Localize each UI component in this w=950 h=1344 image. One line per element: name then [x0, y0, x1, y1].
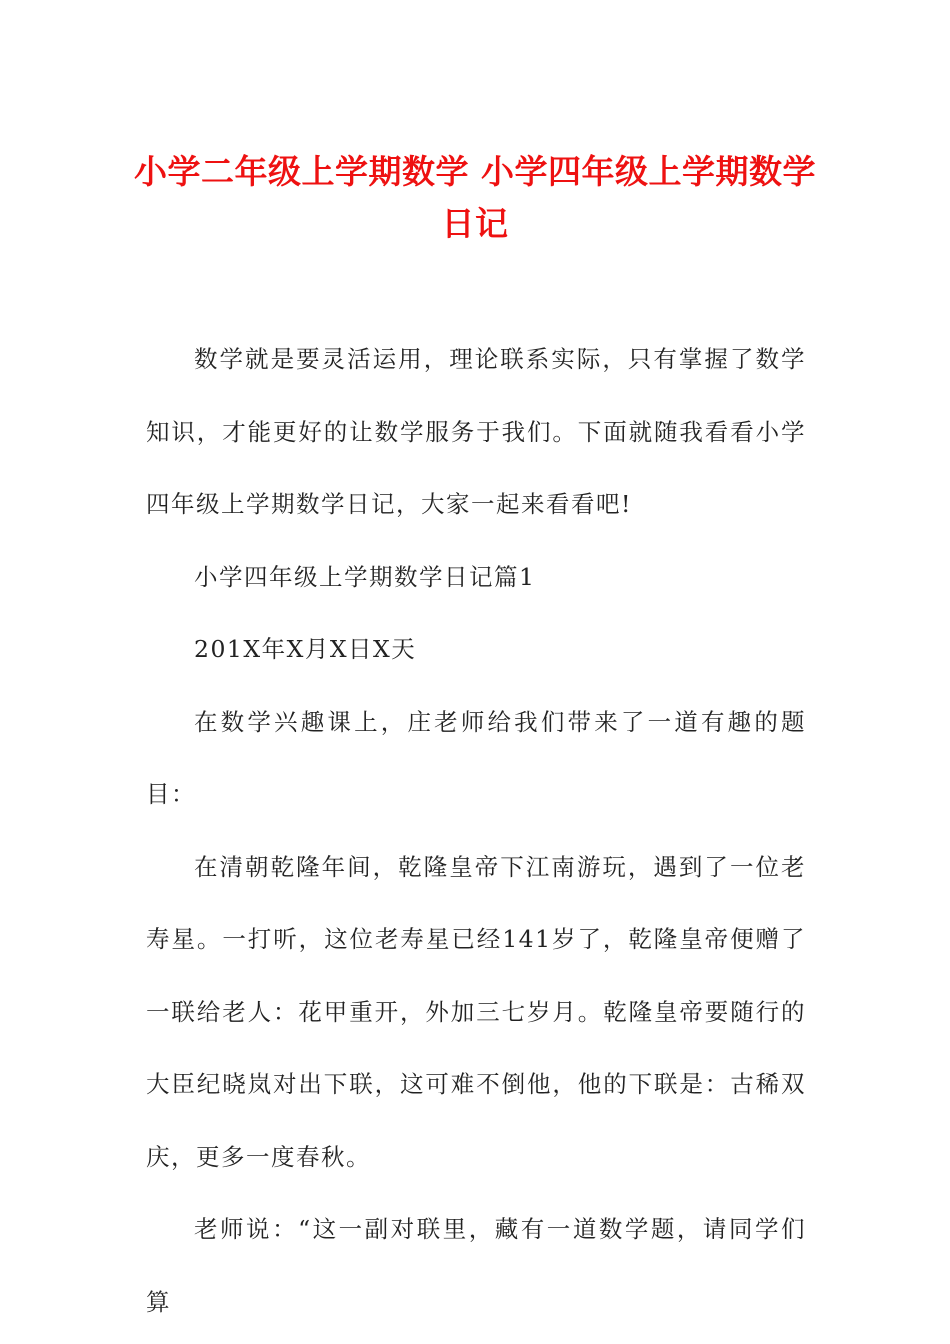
paragraph-section-heading: 小学四年级上学期数学日记篇1 [194, 562, 536, 591]
paragraph-story: 在清朝乾隆年间，乾隆皇帝下江南游玩，遇到了一位老寿星。一打听，这位老寿星已经141岁了，乾隆皇帝便赠了一联给老人：花甲重开，外加三七岁月。乾隆皇帝要随行的大臣纪晓岚对出下联，这可难不倒他，他的下联是：古稀双庆，更多一度春秋。 [146, 852, 806, 1171]
paragraph-class-intro: 在数学兴趣课上，庄老师给我们带来了一道有趣的题目： [146, 707, 806, 808]
paragraph-intro: 数学就是要灵活运用，理论联系实际，只有掌握了数学知识，才能更好的让数学服务于我们。下面就随我看看小学四年级上学期数学日记，大家一起来看看吧! [146, 345, 806, 518]
paragraph-teacher-quote: 老师说：“这一副对联里，藏有一道数学题，请同学们算 [146, 1215, 806, 1316]
document-title: 小学二年级上学期数学 小学四年级上学期数学日记 [134, 152, 816, 243]
paragraph-date: 201X年X月X日X天 [194, 635, 417, 663]
document-body [146, 323, 806, 1338]
